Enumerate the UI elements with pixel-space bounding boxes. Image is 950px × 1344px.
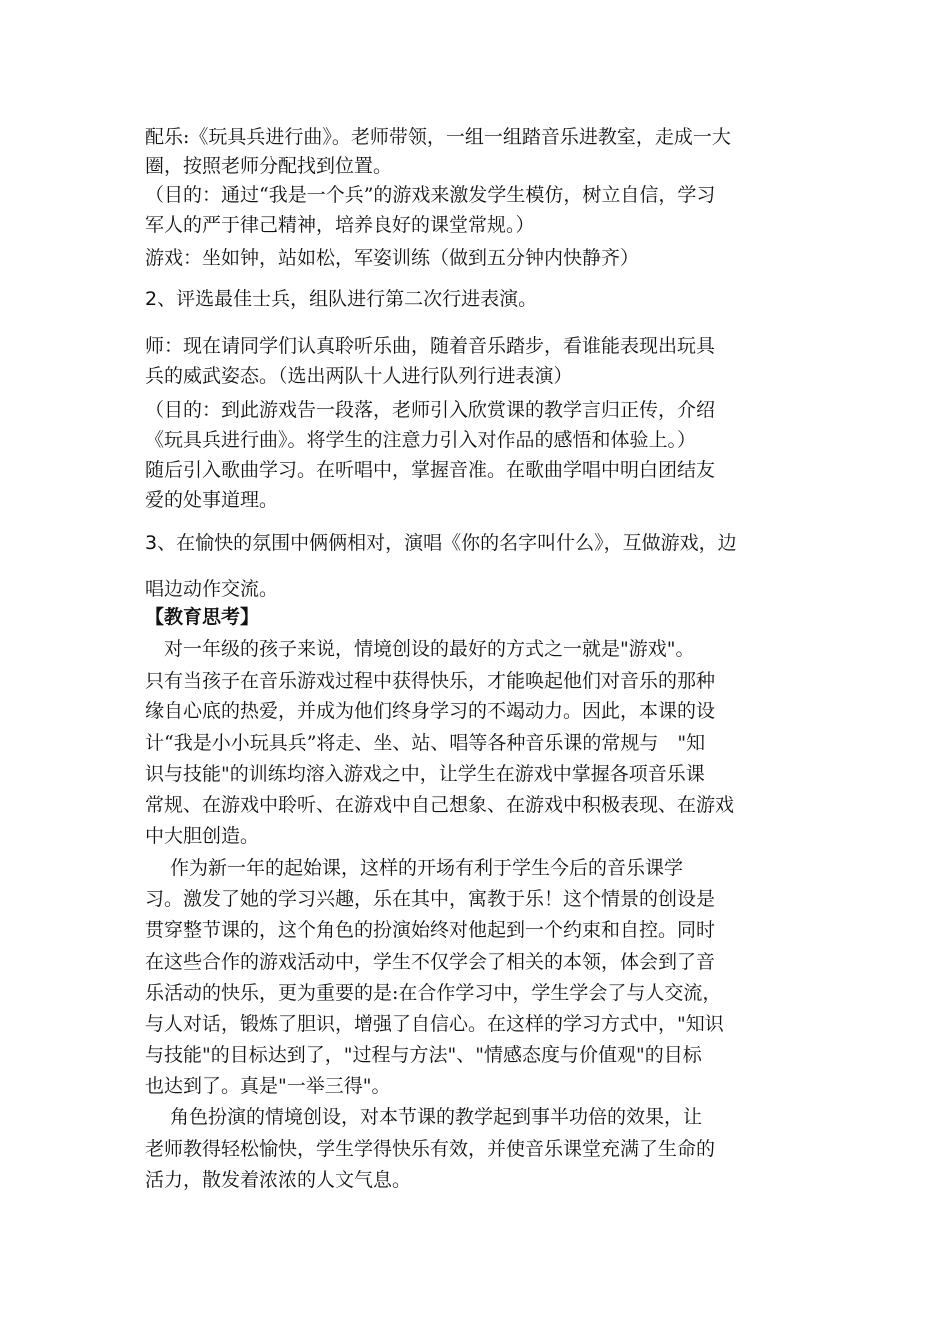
- text-line: （目的：到此游戏告一段落，老师引入欣赏课的教学言归正传，介绍: [145, 399, 716, 421]
- text-line: 活力，散发着浓浓的人文气息。: [145, 1169, 412, 1191]
- text-line: 随后引入歌曲学习。在听唱中，掌握音准。在歌曲学唱中明白团结友: [145, 459, 716, 481]
- text-line: 缘自心底的热爱，并成为他们终身学习的不竭动力。因此，本课的设: [145, 700, 716, 722]
- text-line: 军人的严于律己精神，培养良好的课堂常规。）: [145, 214, 535, 236]
- text-line: 对一年级的孩子来说，情境创设的最好的方式之一就是"游戏"。: [145, 638, 695, 660]
- text-line: 识与技能"的训练均溶入游戏之中，让学生在游戏中掌握各项音乐课: [145, 763, 705, 785]
- text-line: （目的：通过“我是一个兵”的游戏来激发学生模仿，树立自信，学习: [145, 184, 716, 206]
- list-item-2: 2、评选最佳士兵，组队进行第二次行进表演。: [145, 288, 538, 310]
- text-line: 角色扮演的情境创设，对本节课的教学起到事半功倍的效果，让: [145, 1106, 703, 1128]
- text-line: 贯穿整节课的，这个角色的扮演始终对他起到一个约束和自控。同时: [145, 919, 716, 941]
- text-line: 唱边动作交流。: [145, 578, 279, 600]
- list-item-3: 3、在愉快的氛围中俩俩相对，演唱《你的名字叫什么》，互做游戏，边: [145, 532, 737, 554]
- text-line: 配乐:《玩具兵进行曲》。老师带领，一组一组踏音乐进教室，走成一大: [145, 126, 731, 148]
- text-line: 也达到了。真是"一举三得"。: [145, 1075, 391, 1097]
- text-line: 《玩具兵进行曲》。将学生的注意力引入对作品的感悟和体验上。）: [145, 429, 697, 451]
- text-line: 游戏：坐如钟，站如松，军姿训练（做到五分钟内快静齐）: [145, 247, 640, 269]
- text-line: 兵的威武姿态。（选出两队十人进行队列行进表演）: [145, 365, 573, 387]
- text-line: 乐活动的快乐，更为重要的是:在合作学习中，学生学会了与人交流，: [145, 982, 722, 1004]
- text-line: 在这些合作的游戏活动中，学生不仅学会了相关的本领，体会到了音: [145, 951, 716, 973]
- text-line: 计“我是小小玩具兵”将走、坐、站、唱等各种音乐课的常规与 "知: [145, 732, 706, 754]
- text-line: 老师教得轻松愉快，学生学得快乐有效，并使音乐课堂充满了生命的: [145, 1138, 716, 1160]
- text-line: 常规、在游戏中聆听、在游戏中自己想象、在游戏中积极表现、在游戏: [145, 794, 735, 816]
- text-line: 中大胆创造。: [145, 825, 260, 847]
- text-line: 师：现在请同学们认真聆听乐曲，随着音乐踏步，看谁能表现出玩具: [145, 335, 716, 357]
- section-heading: 【教育思考】: [145, 606, 260, 628]
- text-line: 作为新一年的起始课，这样的开场有利于学生今后的音乐课学: [145, 857, 684, 879]
- text-line: 与人对话，锻炼了胆识，增强了自信心。在这样的学习方式中，"知识: [145, 1013, 724, 1035]
- text-line: 圈，按照老师分配找到位置。: [145, 155, 393, 177]
- text-line: 与技能"的目标达到了，"过程与方法"、"情感态度与价值观"的目标: [145, 1044, 702, 1066]
- text-line: 习。激发了她的学习兴趣，乐在其中，寓教于乐！这个情景的创设是: [145, 888, 716, 910]
- text-line: 爱的处事道理。: [145, 489, 279, 511]
- text-line: 只有当孩子在音乐游戏过程中获得快乐，才能唤起他们对音乐的那种: [145, 670, 716, 692]
